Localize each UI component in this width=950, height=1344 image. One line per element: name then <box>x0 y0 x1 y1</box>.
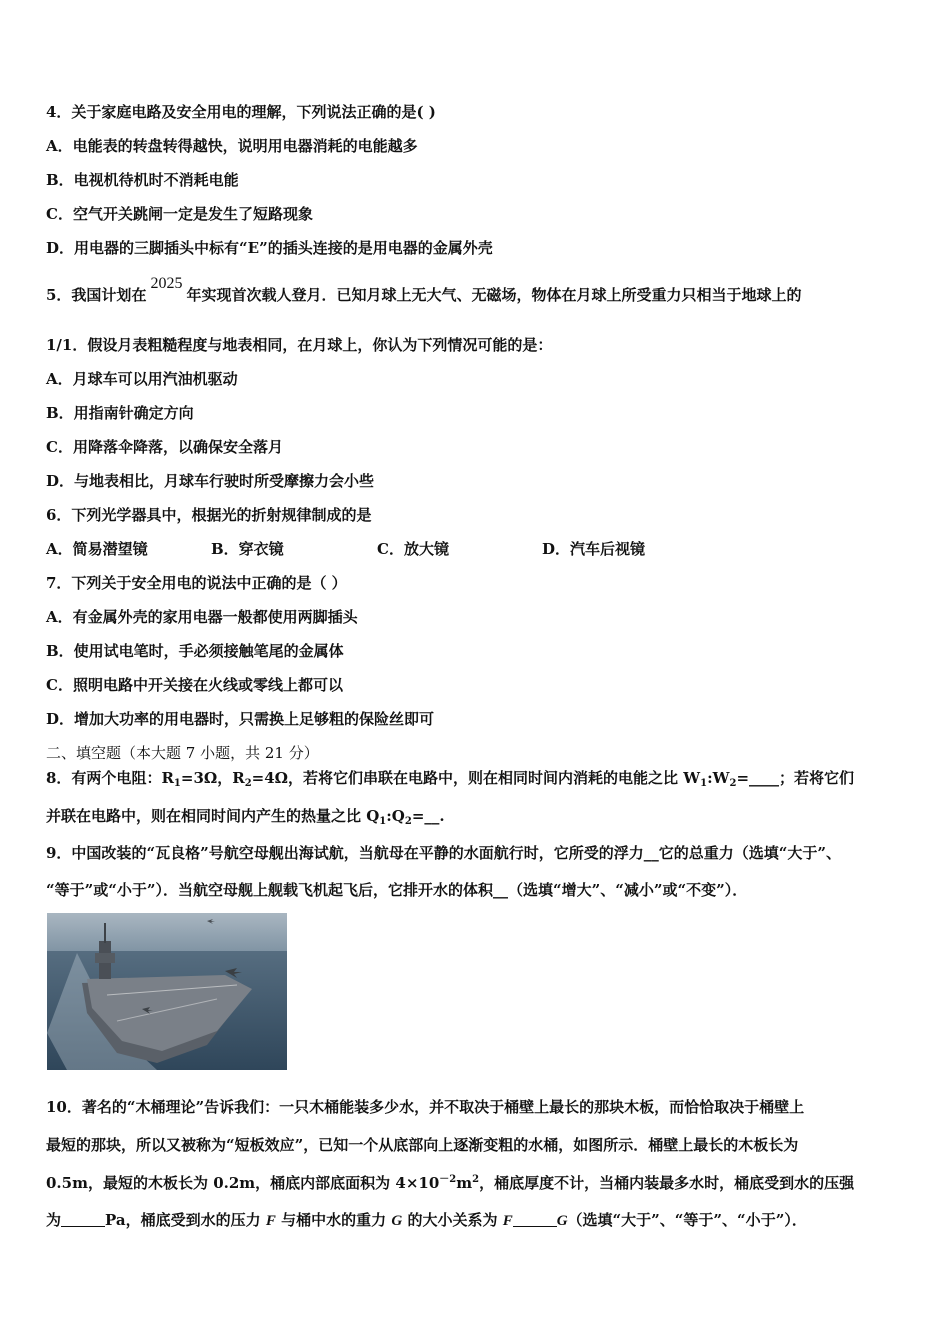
q5-option-a: A．月球车可以用汽油机驱动 <box>46 370 238 388</box>
q10-line4 <box>46 1210 807 1231</box>
q5-stem-cont: 1/1．假设月表粗糙程度与地表相同，在月球上，你认为下列情况可能的是： <box>46 336 553 354</box>
q10-var-f: F <box>265 1213 276 1229</box>
q5-option-b: B．用指南针确定方向 <box>46 404 194 422</box>
q8-part: 并联在电路中，则在相同时间内产生的热量之比 Q <box>46 807 380 825</box>
q8-line2 <box>46 806 445 826</box>
q10-line1: 10．著名的“木桶理论”告诉我们：一只木桶能装多少水，并不取决于桶壁上最长的那块木板，而恰恰取决于桶壁上 <box>46 1098 805 1116</box>
q4-option-b: B．电视机待机时不消耗电能 <box>46 171 239 189</box>
q10-var-g: G <box>391 1213 403 1229</box>
q4-option-d: D．用电器的三脚插头中标有“E”的插头连接的是用电器的金属外壳 <box>46 239 493 257</box>
q7-stem: 7．下列关于安全用电的说法中正确的是（ ） <box>46 574 347 592</box>
q7-option-b: B．使用试电笔时，手必须接触笔尾的金属体 <box>46 642 344 660</box>
answer-blank <box>61 1212 105 1227</box>
q10-part: 与桶中水的重力 <box>281 1211 387 1229</box>
q10-line2: 最短的那块，所以又被称为“短板效应”，已知一个从底部向上逐渐变粗的水桶，如图所示．桶壁上最长的木板长为 <box>46 1136 799 1154</box>
q10-exponent: －2 <box>439 1174 457 1185</box>
q9-line1: 9．中国改装的“瓦良格”号航空母舰出海试航，当航母在平静的水面航行时，它所受的浮力__它的总重力（选填“大于”、 <box>46 844 841 862</box>
q8-part: 8．有两个电阻：R <box>46 769 174 787</box>
q8-part: =3Ω，R <box>180 769 245 787</box>
q8-part: =____；若将它们 <box>736 769 855 787</box>
q10-part: Pa，桶底受到水的压力 <box>105 1211 261 1229</box>
q6-option-c: C．放大镜 <box>377 540 449 558</box>
q10-var-g: G <box>556 1213 568 1229</box>
q4-stem: 4．关于家庭电路及安全用电的理解，下列说法正确的是( ) <box>46 103 436 121</box>
q10-part: （选填“大于”、“等于”、“小于”）． <box>567 1211 807 1229</box>
q7-option-c: C．照明电路中开关接在火线或零线上都可以 <box>46 676 343 694</box>
q5-year: 2025 <box>150 275 183 292</box>
q8-line1 <box>46 768 854 788</box>
q8-sub: 2 <box>404 816 412 827</box>
q7-option-d: D．增加大功率的用电器时，只需换上足够粗的保险丝即可 <box>46 710 435 728</box>
q8-part: =4Ω，若将它们串联在电路中，则在相同时间内消耗的电能之比 W <box>251 769 701 787</box>
q10-part: ，桶底厚度不计，当桶内装最多水时，桶底受到水的压强 <box>479 1174 855 1192</box>
section-2-heading: 二、填空题（本大题 7 小题，共 21 分） <box>46 744 319 762</box>
q10-part: 0.5m，最短的木板长为 0.2m，桶底内部底面积为 4×10 <box>46 1174 440 1192</box>
q6-stem: 6．下列光学器具中，根据光的折射规律制成的是 <box>46 506 372 524</box>
q10-part: 的大小关系为 <box>407 1211 498 1229</box>
q10-part: m <box>456 1174 473 1192</box>
answer-blank <box>513 1212 557 1227</box>
q4-option-a: A．电能表的转盘转得越快，说明用电器消耗的电能越多 <box>46 137 418 155</box>
q8-part: =__. <box>411 807 445 825</box>
aircraft-carrier-photo <box>47 913 287 1070</box>
q10-var-f: F <box>502 1213 513 1229</box>
q8-sub: 1 <box>700 778 708 789</box>
q4-option-c: C．空气开关跳闸一定是发生了短路现象 <box>46 205 313 223</box>
q8-sub: 2 <box>729 778 737 789</box>
q6-option-b: B．穿衣镜 <box>211 540 284 558</box>
q10-line3 <box>46 1173 854 1193</box>
q6-option-d: D．汽车后视镜 <box>542 540 646 558</box>
q5-stem-start: 5．我国计划在 <box>46 286 147 304</box>
q10-part: 为 <box>46 1211 62 1229</box>
q8-sub: 2 <box>244 778 252 789</box>
q8-part: :Q <box>386 807 405 825</box>
q7-option-a: A．有金属外壳的家用电器一般都使用两脚插头 <box>46 608 358 626</box>
q10-exponent: 2 <box>472 1174 480 1185</box>
q8-part: :W <box>707 769 730 787</box>
q8-sub: 1 <box>379 816 387 827</box>
q9-line2: “等于”或“小于”）．当航空母舰上舰载飞机起飞后，它排开水的体积__（选填“增大”、“减小”或“不变”）． <box>46 881 748 899</box>
q6-option-a: A．简易潜望镜 <box>46 540 148 558</box>
q5-stem-end: 年实现首次载人登月．已知月球上无大气、无磁场，物体在月球上所受重力只相当于地球上的 <box>186 286 802 304</box>
q8-sub: 1 <box>173 778 181 789</box>
q5-stem <box>46 275 802 306</box>
q5-option-d: D．与地表相比，月球车行驶时所受摩擦力会小些 <box>46 472 375 490</box>
q5-option-c: C．用降落伞降落，以确保安全落月 <box>46 438 283 456</box>
